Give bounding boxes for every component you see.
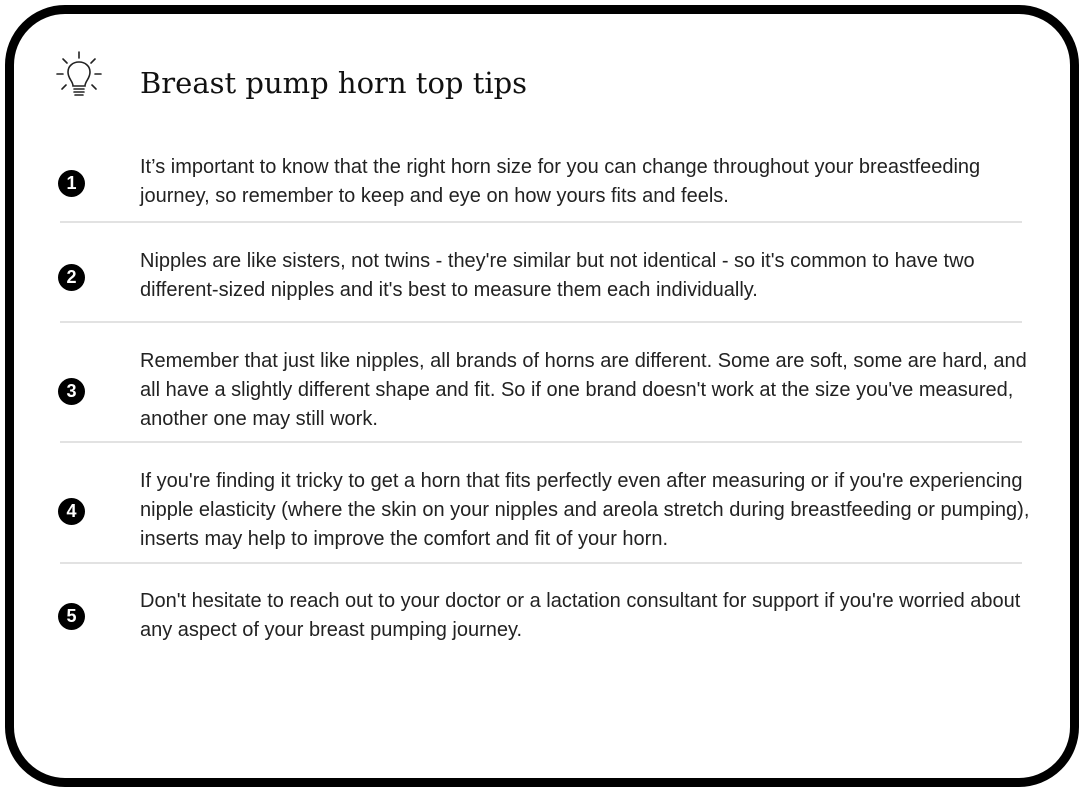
tip-text: Don't hesitate to reach out to your doctor or a lactation consultant for support if you're worried about any aspect of your breast pumping journey. [140, 590, 1021, 641]
tip-number-badge: 1 [58, 170, 85, 197]
tip-number-badge: 4 [58, 498, 85, 525]
tip-number-badge: 3 [58, 378, 85, 405]
tip-text: Nipples are like sisters, not twins - they're similar but not identical - so it's common to have two different-sized nipples and it's best to measure them each individually. [140, 250, 975, 301]
tip-number-badge: 5 [58, 603, 85, 630]
tip-text: Remember that just like nipples, all brands of horns are different. Some are soft, some are hard, and all have a slightly different shape and fit. So if one brand doesn't work at the size you've measured, another one may still work. [140, 350, 1027, 430]
tip-text: If you're finding it tricky to get a horn that fits perfectly even after measuring or if you're experiencing nipple elasticity (where the skin on your nipples and areola stretch during breastfeeding or pumping), inserts may help to improve the comfort and fit of your horn. [140, 470, 1030, 550]
divider [60, 441, 1022, 443]
tip-text: It’s important to know that the right horn size for you can change throughout your breastfeeding journey, so remember to keep and eye on how yours fits and feels. [140, 156, 981, 207]
tips-list [14, 14, 1070, 778]
page-title: Breast pump horn top tips [140, 66, 528, 100]
tips-card [5, 5, 1079, 787]
tip-number-badge: 2 [58, 264, 85, 291]
divider [60, 221, 1022, 223]
divider [60, 321, 1022, 323]
divider [60, 562, 1022, 564]
